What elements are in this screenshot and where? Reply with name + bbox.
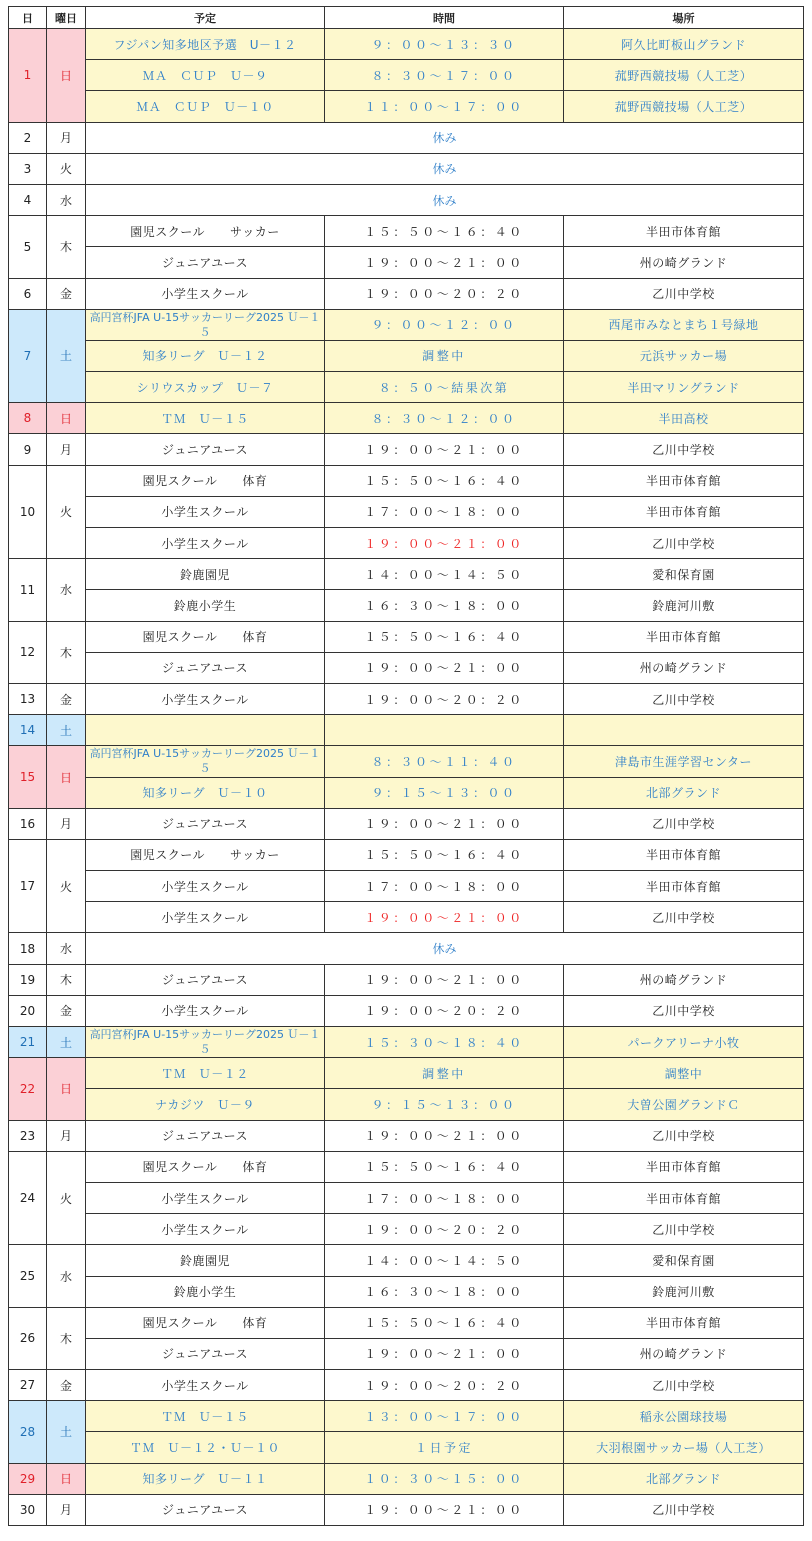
schedule-body <box>9 29 804 1526</box>
event-name: 小学生スクール <box>86 1370 325 1401</box>
event-place: 半田市体育館 <box>564 871 804 902</box>
event-name: シリウスカップ Ｕ－７ <box>86 372 325 403</box>
event-time <box>325 715 564 746</box>
table-row <box>9 403 804 434</box>
event-name: ＭＡ ＣＵＰ Ｕ－１０ <box>86 91 325 122</box>
weekday: 日 <box>47 403 86 434</box>
event-place: 稲永公園球技場 <box>564 1401 804 1432</box>
table-row <box>9 340 804 371</box>
event-name: 鈴鹿園児 <box>86 1245 325 1276</box>
event-time: １９：００～２１：００ <box>325 808 564 839</box>
table-row <box>9 91 804 122</box>
event-name: 小学生スクール <box>86 871 325 902</box>
event-name: ジュニアユース <box>86 1338 325 1369</box>
day-number: 24 <box>9 1151 47 1245</box>
event-name: 鈴鹿小学生 <box>86 590 325 621</box>
event-time: １日予定 <box>325 1432 564 1463</box>
table-row <box>9 309 804 340</box>
table-row <box>9 1151 804 1182</box>
event-name: 高円宮杯JFA U-15サッカーリーグ2025 Ｕ－１５ <box>86 746 325 777</box>
weekday: 月 <box>47 1494 86 1525</box>
event-time: １７：００～１８：００ <box>325 871 564 902</box>
weekday: 月 <box>47 122 86 153</box>
event-name: ＴＭ Ｕ－１５ <box>86 1401 325 1432</box>
event-place: 半田市体育館 <box>564 621 804 652</box>
table-row <box>9 1027 804 1058</box>
event-name: 園児スクール 体育 <box>86 1151 325 1182</box>
event-place: 半田市体育館 <box>564 216 804 247</box>
header-place: 場所 <box>564 7 804 29</box>
event-place: 菰野西競技場（人工芝） <box>564 91 804 122</box>
table-row <box>9 1182 804 1213</box>
event-time: １９：００～２０：２０ <box>325 995 564 1026</box>
day-number: 2 <box>9 122 47 153</box>
event-name <box>86 715 325 746</box>
event-place: 半田市体育館 <box>564 1182 804 1213</box>
table-row <box>9 621 804 652</box>
day-number: 12 <box>9 621 47 683</box>
event-place: 大羽根園サッカー場（人工芝） <box>564 1432 804 1463</box>
event-time: １９：００～２０：２０ <box>325 278 564 309</box>
event-name: ＴＭ Ｕ－１２・Ｕ－１０ <box>86 1432 325 1463</box>
day-number: 18 <box>9 933 47 964</box>
event-place: 州の崎グランド <box>564 1338 804 1369</box>
table-row <box>9 777 804 808</box>
event-place: 半田市体育館 <box>564 1307 804 1338</box>
event-time: １５：５０～１６：４０ <box>325 216 564 247</box>
event-time: ９：００～１３：３０ <box>325 29 564 60</box>
header-time: 時間 <box>325 7 564 29</box>
rest-day-label: 休み <box>86 122 804 153</box>
event-place <box>564 715 804 746</box>
table-row <box>9 715 804 746</box>
event-time: １０：３０～１５：００ <box>325 1463 564 1494</box>
event-time: ９：１５～１３：００ <box>325 777 564 808</box>
event-time: １４：００～１４：５０ <box>325 1245 564 1276</box>
event-time: １９：００～２０：２０ <box>325 1214 564 1245</box>
event-place: 乙川中学校 <box>564 434 804 465</box>
event-time: １９：００～２０：２０ <box>325 683 564 714</box>
event-place: 鈴鹿河川敷 <box>564 1276 804 1307</box>
event-time: １９：００～２１：００ <box>325 652 564 683</box>
day-number: 3 <box>9 153 47 184</box>
day-number: 6 <box>9 278 47 309</box>
table-row <box>9 1214 804 1245</box>
event-name: ジュニアユース <box>86 652 325 683</box>
day-number: 28 <box>9 1401 47 1463</box>
table-row <box>9 1120 804 1151</box>
table-row <box>9 29 804 60</box>
table-row <box>9 496 804 527</box>
weekday: 木 <box>47 964 86 995</box>
event-name: 知多リーグ Ｕ－１０ <box>86 777 325 808</box>
table-row <box>9 964 804 995</box>
weekday: 木 <box>47 621 86 683</box>
weekday: 水 <box>47 559 86 621</box>
schedule-table <box>8 6 804 1526</box>
event-name: ジュニアユース <box>86 247 325 278</box>
weekday: 火 <box>47 465 86 559</box>
event-place: 乙川中学校 <box>564 1494 804 1525</box>
weekday: 水 <box>47 1245 86 1307</box>
event-time: １９：００～２１：００ <box>325 1338 564 1369</box>
event-name: 園児スクール 体育 <box>86 621 325 652</box>
day-number: 23 <box>9 1120 47 1151</box>
event-time: １７：００～１８：００ <box>325 496 564 527</box>
table-row <box>9 871 804 902</box>
event-name: ジュニアユース <box>86 1120 325 1151</box>
table-row <box>9 465 804 496</box>
weekday: 火 <box>47 839 86 933</box>
header-weekday: 曜日 <box>47 7 86 29</box>
table-row <box>9 1245 804 1276</box>
weekday: 金 <box>47 1370 86 1401</box>
header-row <box>9 7 804 29</box>
event-time: １６：３０～１８：００ <box>325 1276 564 1307</box>
event-time: １９：００～２１：００ <box>325 528 564 559</box>
weekday: 日 <box>47 1463 86 1494</box>
table-row <box>9 1307 804 1338</box>
event-time: ８：５０～結果次第 <box>325 372 564 403</box>
weekday: 火 <box>47 1151 86 1245</box>
event-time: １９：００～２１：００ <box>325 434 564 465</box>
event-place: 州の崎グランド <box>564 964 804 995</box>
table-row <box>9 1338 804 1369</box>
weekday: 土 <box>47 1401 86 1463</box>
weekday: 金 <box>47 683 86 714</box>
day-number: 8 <box>9 403 47 434</box>
event-time: １３：００～１７：００ <box>325 1401 564 1432</box>
event-place: 乙川中学校 <box>564 1214 804 1245</box>
event-name: 小学生スクール <box>86 683 325 714</box>
event-name: 小学生スクール <box>86 995 325 1026</box>
event-name: 園児スクール 体育 <box>86 465 325 496</box>
event-name: 知多リーグ Ｕ－１１ <box>86 1463 325 1494</box>
table-row <box>9 1494 804 1525</box>
event-time: １４：００～１４：５０ <box>325 559 564 590</box>
table-row <box>9 808 804 839</box>
event-name: 園児スクール 体育 <box>86 1307 325 1338</box>
table-row <box>9 60 804 91</box>
event-name: ＴＭ Ｕ－１２ <box>86 1058 325 1089</box>
table-row <box>9 1058 804 1089</box>
event-name: 小学生スクール <box>86 1182 325 1213</box>
weekday: 日 <box>47 746 86 808</box>
event-name: 園児スクール サッカー <box>86 839 325 870</box>
table-row <box>9 683 804 714</box>
event-name: ジュニアユース <box>86 434 325 465</box>
rest-day-label: 休み <box>86 153 804 184</box>
event-time: １６：３０～１８：００ <box>325 590 564 621</box>
event-place: 津島市生涯学習センター <box>564 746 804 777</box>
event-place: 乙川中学校 <box>564 683 804 714</box>
event-time: １９：００～２１：００ <box>325 1120 564 1151</box>
event-name: ジュニアユース <box>86 808 325 839</box>
event-name: 園児スクール サッカー <box>86 216 325 247</box>
table-row <box>9 1089 804 1120</box>
day-number: 29 <box>9 1463 47 1494</box>
day-number: 14 <box>9 715 47 746</box>
event-place: 半田市体育館 <box>564 496 804 527</box>
event-time: ９：００～１２：００ <box>325 309 564 340</box>
day-number: 5 <box>9 216 47 278</box>
event-time: １９：００～２１：００ <box>325 247 564 278</box>
event-time: 調整中 <box>325 340 564 371</box>
event-name: 小学生スクール <box>86 902 325 933</box>
event-place: 乙川中学校 <box>564 995 804 1026</box>
event-name: 鈴鹿小学生 <box>86 1276 325 1307</box>
table-row <box>9 995 804 1026</box>
day-number: 4 <box>9 184 47 215</box>
day-number: 13 <box>9 683 47 714</box>
event-time: ８：３０～１１：４０ <box>325 746 564 777</box>
event-name: ＴＭ Ｕ－１５ <box>86 403 325 434</box>
table-row <box>9 746 804 777</box>
event-place: 州の崎グランド <box>564 247 804 278</box>
event-time: １１：００～１７：００ <box>325 91 564 122</box>
event-place: 半田高校 <box>564 403 804 434</box>
event-place: 北部グランド <box>564 777 804 808</box>
event-place: 西尾市みなとまち１号緑地 <box>564 309 804 340</box>
weekday: 日 <box>47 29 86 123</box>
event-time: ９：１５～１３：００ <box>325 1089 564 1120</box>
day-number: 19 <box>9 964 47 995</box>
event-place: 乙川中学校 <box>564 278 804 309</box>
table-row <box>9 184 804 215</box>
weekday: 金 <box>47 278 86 309</box>
event-name: ジュニアユース <box>86 1494 325 1525</box>
weekday: 水 <box>47 933 86 964</box>
event-place: 乙川中学校 <box>564 808 804 839</box>
event-place: 愛和保育園 <box>564 559 804 590</box>
table-row <box>9 278 804 309</box>
day-number: 10 <box>9 465 47 559</box>
table-row <box>9 902 804 933</box>
weekday: 木 <box>47 1307 86 1369</box>
weekday: 水 <box>47 184 86 215</box>
event-place: 大曽公園グランドＣ <box>564 1089 804 1120</box>
event-time: １９：００～２１：００ <box>325 1494 564 1525</box>
day-number: 7 <box>9 309 47 403</box>
weekday: 土 <box>47 1027 86 1058</box>
day-number: 27 <box>9 1370 47 1401</box>
event-time: １５：５０～１６：４０ <box>325 839 564 870</box>
event-time: 調整中 <box>325 1058 564 1089</box>
event-place: 半田市体育館 <box>564 839 804 870</box>
day-number: 22 <box>9 1058 47 1120</box>
event-time: １５：５０～１６：４０ <box>325 1151 564 1182</box>
table-row <box>9 1276 804 1307</box>
event-place: 阿久比町板山グランド <box>564 29 804 60</box>
event-time: １５：３０～１８：４０ <box>325 1027 564 1058</box>
event-time: １５：５０～１６：４０ <box>325 1307 564 1338</box>
day-number: 11 <box>9 559 47 621</box>
weekday: 月 <box>47 1120 86 1151</box>
weekday: 土 <box>47 309 86 403</box>
event-place: 調整中 <box>564 1058 804 1089</box>
event-name: 高円宮杯JFA U-15サッカーリーグ2025 Ｕ－１５ <box>86 1027 325 1058</box>
event-place: 半田マリングランド <box>564 372 804 403</box>
event-name: ジュニアユース <box>86 964 325 995</box>
table-row <box>9 528 804 559</box>
day-number: 21 <box>9 1027 47 1058</box>
day-number: 17 <box>9 839 47 933</box>
day-number: 20 <box>9 995 47 1026</box>
weekday: 日 <box>47 1058 86 1120</box>
table-row <box>9 372 804 403</box>
event-place: 乙川中学校 <box>564 528 804 559</box>
event-place: パークアリーナ小牧 <box>564 1027 804 1058</box>
day-number: 16 <box>9 808 47 839</box>
rest-day-label: 休み <box>86 184 804 215</box>
day-number: 26 <box>9 1307 47 1369</box>
header-schedule: 予定 <box>86 7 325 29</box>
table-row <box>9 1432 804 1463</box>
event-place: 鈴鹿河川敷 <box>564 590 804 621</box>
event-place: 州の崎グランド <box>564 652 804 683</box>
event-time: １５：５０～１６：４０ <box>325 621 564 652</box>
event-time: １９：００～２１：００ <box>325 902 564 933</box>
event-name: ナカジツ Ｕ－９ <box>86 1089 325 1120</box>
event-name: 小学生スクール <box>86 528 325 559</box>
event-name: 小学生スクール <box>86 278 325 309</box>
event-name: 高円宮杯JFA U-15サッカーリーグ2025 Ｕ－１５ <box>86 309 325 340</box>
event-name: フジパン知多地区予選 U－１２ <box>86 29 325 60</box>
table-row <box>9 590 804 621</box>
weekday: 土 <box>47 715 86 746</box>
event-place: 元浜サッカー場 <box>564 340 804 371</box>
table-row <box>9 933 804 964</box>
weekday: 月 <box>47 434 86 465</box>
day-number: 1 <box>9 29 47 123</box>
table-row <box>9 839 804 870</box>
event-time: ８：３０～１２：００ <box>325 403 564 434</box>
event-place: 北部グランド <box>564 1463 804 1494</box>
event-place: 半田市体育館 <box>564 1151 804 1182</box>
event-time: １５：５０～１６：４０ <box>325 465 564 496</box>
event-name: 小学生スクール <box>86 496 325 527</box>
event-place: 乙川中学校 <box>564 1120 804 1151</box>
weekday: 金 <box>47 995 86 1026</box>
table-row <box>9 652 804 683</box>
table-row <box>9 559 804 590</box>
table-row <box>9 122 804 153</box>
table-row <box>9 1463 804 1494</box>
weekday: 火 <box>47 153 86 184</box>
day-number: 15 <box>9 746 47 808</box>
table-row <box>9 247 804 278</box>
day-number: 25 <box>9 1245 47 1307</box>
table-row <box>9 153 804 184</box>
event-name: ＭＡ ＣＵＰ Ｕ－９ <box>86 60 325 91</box>
rest-day-label: 休み <box>86 933 804 964</box>
event-place: 半田市体育館 <box>564 465 804 496</box>
weekday: 木 <box>47 216 86 278</box>
event-name: 小学生スクール <box>86 1214 325 1245</box>
event-time: ８：３０～１７：００ <box>325 60 564 91</box>
table-row <box>9 1401 804 1432</box>
event-place: 乙川中学校 <box>564 1370 804 1401</box>
day-number: 30 <box>9 1494 47 1525</box>
table-row <box>9 1370 804 1401</box>
event-name: 鈴鹿園児 <box>86 559 325 590</box>
table-row <box>9 216 804 247</box>
event-place: 愛和保育園 <box>564 1245 804 1276</box>
header-day: 日 <box>9 7 47 29</box>
event-time: １９：００～２０：２０ <box>325 1370 564 1401</box>
event-name: 知多リーグ Ｕ－１２ <box>86 340 325 371</box>
event-place: 乙川中学校 <box>564 902 804 933</box>
table-row <box>9 434 804 465</box>
day-number: 9 <box>9 434 47 465</box>
weekday: 月 <box>47 808 86 839</box>
event-time: １９：００～２１：００ <box>325 964 564 995</box>
event-place: 菰野西競技場（人工芝） <box>564 60 804 91</box>
event-time: １７：００～１８：００ <box>325 1182 564 1213</box>
